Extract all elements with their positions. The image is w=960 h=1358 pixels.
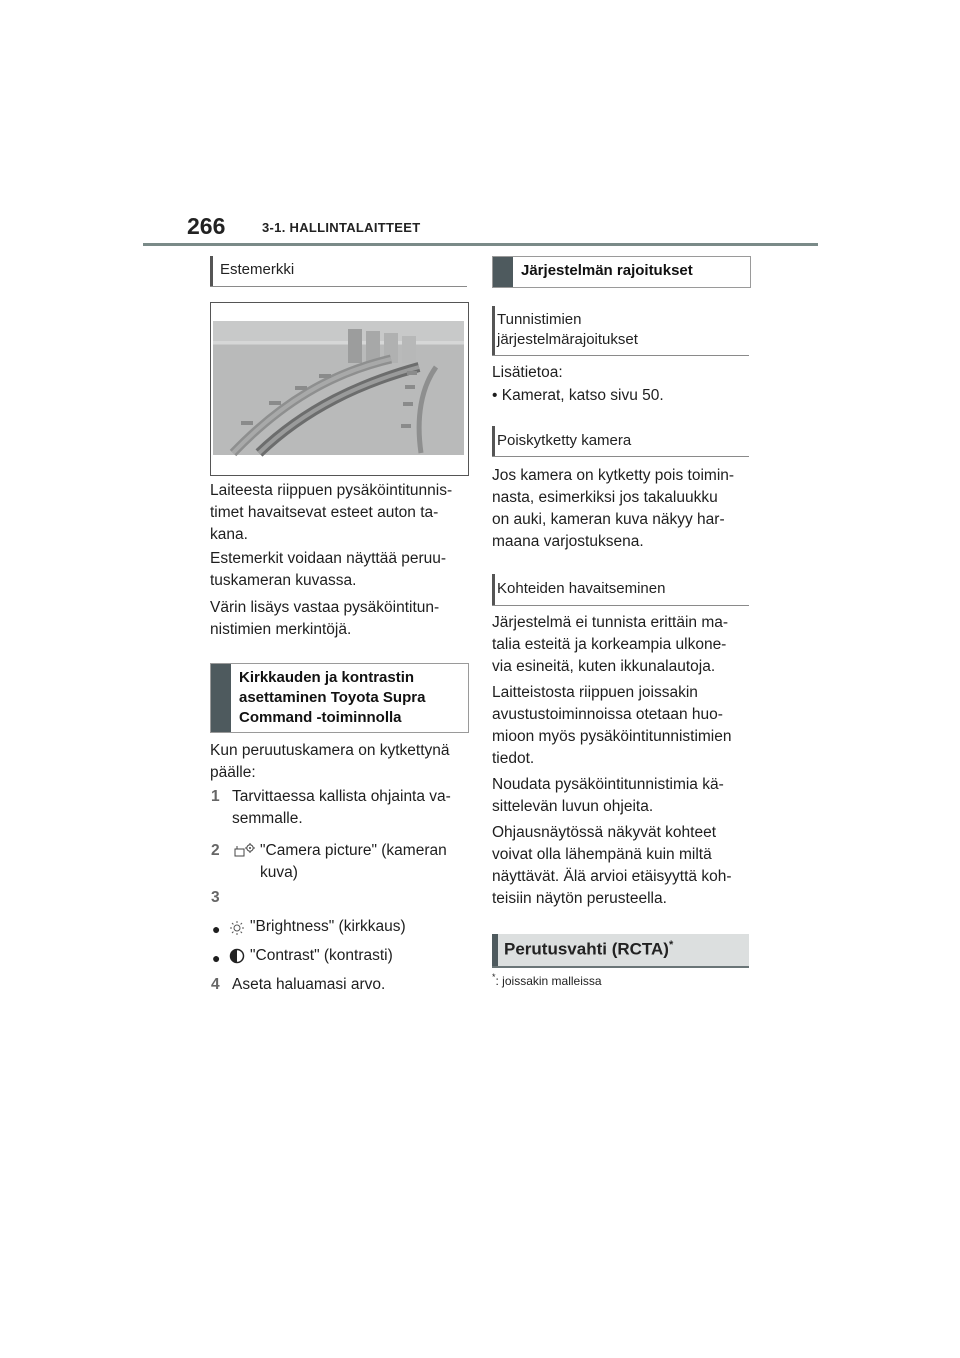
step-number: 2 — [211, 842, 220, 859]
contrast-option: "Contrast" (kontrasti) — [250, 947, 393, 964]
brightness-contrast-heading-text: Kirkkauden ja kontrastin asettaminen Toyota Supra Command -toiminnolla — [239, 669, 426, 726]
step-number: 1 — [211, 788, 220, 805]
heading-bar — [210, 256, 213, 286]
heading-tab — [493, 257, 513, 287]
example-paragraph-3: Värin lisäys vastaa pysäköintitun- nistimien merkintöjä. — [210, 599, 440, 638]
step-text-line1 — [260, 840, 470, 884]
header-divider — [143, 243, 818, 246]
detection-heading — [492, 574, 749, 606]
detection-paragraph-4: Ohjausnäytössä näkyvät kohteet voivat olla lähempänä kuin miltä näyttävät. Älä arvioi etäisyyttä koh- teisiin näytön perusteella. — [492, 824, 732, 907]
sun-icon — [229, 920, 245, 936]
heading-bar — [492, 306, 495, 355]
camera-off-heading-text: Poiskytketty kamera — [497, 432, 632, 449]
step-text: Tarvittaessa kallista ohjainta va- semmalle. — [232, 788, 451, 827]
brightness-contrast-heading — [210, 663, 469, 733]
detection-paragraph-1: Järjestelmä ei tunnista erittäin ma- talia esteitä ja korkeampia ulkone- via esineitä, kuten ikkunalautoja. — [492, 614, 729, 675]
page-number: 266 — [187, 213, 226, 239]
footnote-text: : joissakin malleissa — [495, 974, 602, 988]
step-text: Aseta haluamasi arvo. — [232, 976, 386, 993]
rcta-heading — [492, 934, 749, 968]
heading-bar — [492, 426, 495, 456]
more-info-link[interactable]: • Kamerat, katso sivu 50. — [492, 387, 664, 404]
step-number: 3 — [211, 889, 220, 906]
camera-off-heading — [492, 426, 749, 457]
intro-text: Kun peruutuskamera on kytkettynä päälle: — [210, 742, 450, 781]
detection-paragraph-3: Noudata pysäköintitunnistimia kä- sittelevän luvun ohjeita. — [492, 776, 724, 815]
detection-heading-text: Kohteiden havaitseminen — [497, 580, 666, 597]
footnote-star: * — [492, 972, 496, 982]
rcta-heading-label: Perutusvahti (RCTA) — [504, 939, 669, 959]
chapter-title: 3-1. HALLINTALAITTEET — [262, 220, 421, 235]
step-text: "Camera picture" (kameran kuva) — [260, 842, 447, 881]
example-paragraph-1: Laiteesta riippuen pysäköintitunnis- timet havaitsevat esteet auton ta- kana. — [210, 482, 453, 543]
example-heading-text: Estemerkki — [220, 261, 295, 278]
footnote-marker: * — [668, 939, 674, 951]
sensor-limits-heading — [492, 306, 749, 356]
rear-camera-view-image — [211, 303, 466, 473]
sensor-limits-heading-text: Tunnistimien järjestelmärajoitukset — [497, 311, 638, 348]
detection-paragraph-2: Laitteistosta riippuen joissakin avustustoiminnoissa otetaan huo- mioon myös pysäköintitunnistimien tiedot. — [492, 684, 732, 767]
more-info-label: Lisätietoa: — [492, 364, 563, 381]
system-limits-heading — [492, 256, 751, 288]
camera-illustration — [210, 302, 469, 476]
heading-bar — [492, 574, 495, 605]
camera-settings-icon — [234, 842, 256, 858]
heading-tab — [492, 934, 498, 966]
bullet-dot: ● — [212, 921, 221, 937]
brightness-option: "Brightness" (kirkkaus) — [250, 918, 406, 935]
bullet-dot: ● — [212, 950, 221, 966]
system-limits-heading-text: Järjestelmän rajoitukset — [521, 262, 693, 279]
contrast-icon — [229, 948, 245, 964]
camera-off-paragraph: Jos kamera on kytketty pois toimin- nasta, esimerkiksi jos takaluukku on auki, kameran kuva näkyy har- maana varjostuksena. — [492, 467, 735, 550]
example-paragraph-2: Estemerkit voidaan näyttää peruu- tuskameran kuvassa. — [210, 550, 447, 589]
example-heading — [210, 256, 467, 287]
step-number: 4 — [211, 976, 220, 993]
heading-tab — [211, 664, 231, 732]
rcta-heading-text — [504, 939, 673, 960]
footnote — [492, 972, 749, 988]
